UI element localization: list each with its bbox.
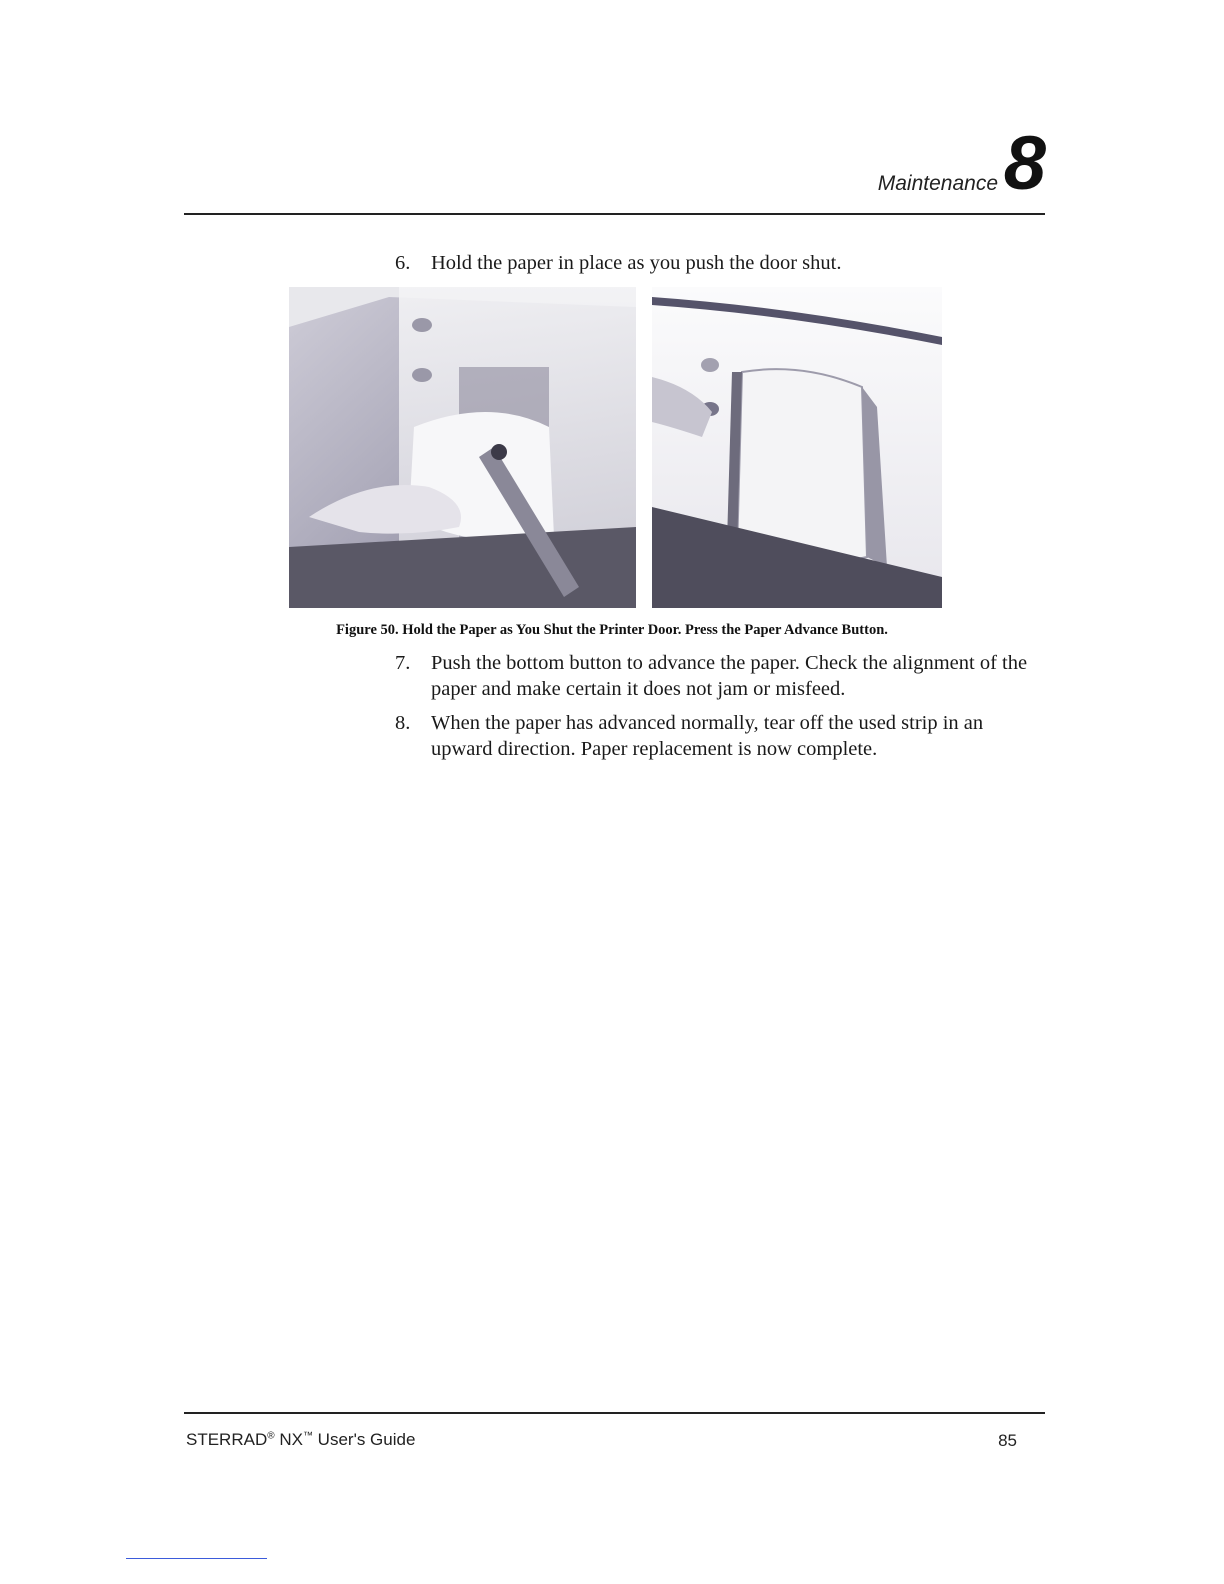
footer-guide: User's Guide [312,1430,416,1449]
header-rule [184,213,1045,215]
step-text: Hold the paper in place as you push the door shut. [431,252,842,274]
footer-guide-title [186,1430,415,1450]
page-edge-link-line [126,1558,267,1559]
footer-reg-mark: ® [267,1430,275,1442]
step-number: 8. [395,712,411,734]
step-text: Push the bottom button to advance the paper. Check the alignment of the paper and make certain it does not jam or misfeed. [431,652,1028,700]
figure-caption: Figure 50. Hold the Paper as You Shut the Printer Door. Press the Paper Advance Button. [336,622,888,638]
page-number: 85 [998,1431,1017,1450]
step-8 [395,710,1035,762]
photo-paper-advance [652,287,942,608]
footer-tm-mark: ™ [302,1430,313,1442]
step-text: When the paper has advanced normally, tear off the used strip in an upward direction. Paper replacement is now complete. [431,712,984,760]
footer-model: NX [274,1430,303,1449]
step-7 [395,650,1035,702]
section-title: Maintenance [877,172,998,195]
photo-hold-paper [289,287,636,608]
step-number: 7. [395,652,411,674]
footer-product: STERRAD [186,1430,268,1449]
chapter-number: 8 [1003,121,1046,206]
step-6 [395,250,1035,276]
step-number: 6. [395,252,411,274]
footer-rule [184,1412,1045,1414]
